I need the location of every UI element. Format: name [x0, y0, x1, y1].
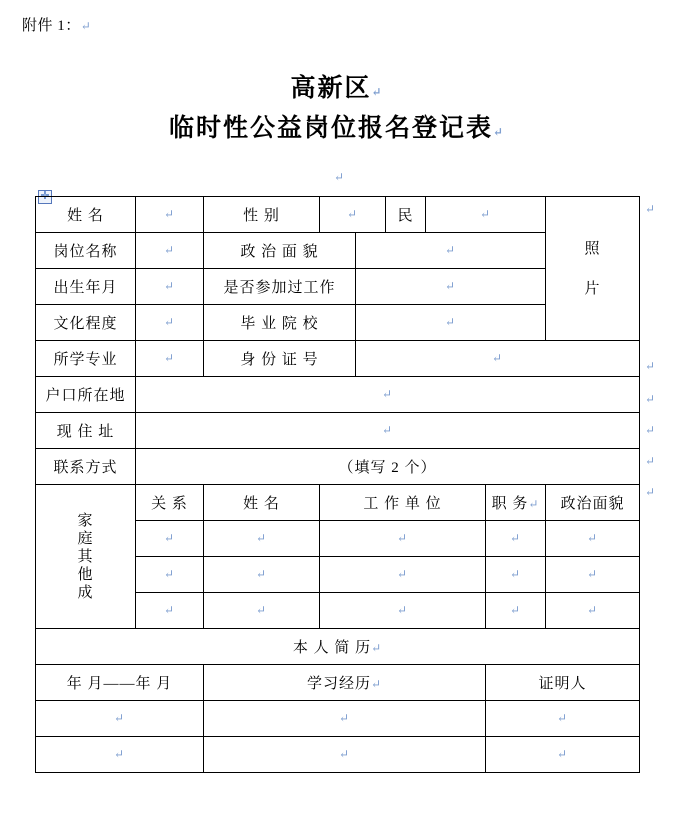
- label-political-status: 政 治 面 貌: [204, 233, 356, 269]
- cell-mark-icon: ↵: [370, 677, 383, 691]
- label-study-history: [204, 665, 486, 701]
- title-line2-text: 临时性公益岗位报名登记表: [168, 115, 493, 142]
- table-row: [36, 377, 640, 413]
- page-title-line2: [0, 109, 674, 152]
- cell-mark-icon: ↵: [444, 315, 457, 329]
- cell-mark-icon: ↵: [163, 567, 176, 581]
- family-label-char-1: 庭: [77, 530, 94, 547]
- label-period: 年 月——年 月: [36, 665, 204, 701]
- cell-mark-icon: ↵: [371, 641, 383, 655]
- label-education: 文化程度: [36, 305, 136, 341]
- label-work-unit: 工 作 单 位: [320, 485, 486, 521]
- family-row-0-duty[interactable]: [486, 521, 546, 557]
- paragraph-mark-icon: ↵: [334, 170, 345, 184]
- cell-mark-icon: ↵: [556, 711, 569, 725]
- value-contact[interactable]: [136, 449, 640, 485]
- label-contact: 联系方式: [36, 449, 136, 485]
- table-row: [36, 701, 640, 737]
- attachment-label: [22, 14, 91, 35]
- family-row-1-political[interactable]: [546, 557, 640, 593]
- resume-row-0-study[interactable]: [204, 701, 486, 737]
- family-row-1-relation[interactable]: [136, 557, 204, 593]
- cell-mark-icon: ↵: [586, 603, 599, 617]
- table-move-handle-icon[interactable]: ✛: [38, 190, 52, 204]
- paragraph-mark-icon: ↵: [492, 125, 506, 139]
- family-row-2-political[interactable]: [546, 593, 640, 629]
- label-duty-text: 职 务: [491, 496, 529, 512]
- cell-mark-icon: ↵: [346, 207, 359, 221]
- family-row-1-name[interactable]: [204, 557, 320, 593]
- paragraph-mark-icon: ↵: [371, 85, 384, 99]
- contact-note: （填写 2 个）: [338, 460, 437, 476]
- cell-mark-icon: ↵: [163, 243, 176, 257]
- label-family-members: [36, 485, 136, 629]
- value-nation[interactable]: [426, 197, 546, 233]
- resume-row-0-period[interactable]: [36, 701, 204, 737]
- value-post-name[interactable]: [136, 233, 204, 269]
- cell-mark-icon: ↵: [163, 531, 176, 545]
- cell-mark-icon: ↵: [396, 567, 409, 581]
- cell-mark-icon: ↵: [113, 711, 126, 725]
- label-name: 姓 名: [36, 197, 136, 233]
- label-study-history-text: 学习经历: [306, 676, 371, 692]
- label-nation: 民: [386, 197, 426, 233]
- value-name[interactable]: [136, 197, 204, 233]
- section-header-resume-text: 本 人 简 历: [292, 640, 372, 656]
- resume-row-0-witness[interactable]: [486, 701, 640, 737]
- cell-mark-icon: ↵: [509, 567, 522, 581]
- value-id-number[interactable]: [356, 341, 640, 377]
- label-family-name: 姓 名: [204, 485, 320, 521]
- family-label-char-4: 成: [77, 584, 94, 601]
- label-witness: 证明人: [486, 665, 640, 701]
- family-label-char-2: 其: [77, 548, 94, 565]
- value-household[interactable]: [136, 377, 640, 413]
- value-worked-before[interactable]: [356, 269, 546, 305]
- family-row-0-name[interactable]: [204, 521, 320, 557]
- label-id-number: 身 份 证 号: [204, 341, 356, 377]
- cell-mark-icon: ↵: [396, 603, 409, 617]
- label-major: 所学专业: [36, 341, 136, 377]
- cell-mark-icon: ↵: [556, 747, 569, 761]
- family-label-char-0: 家: [77, 512, 94, 529]
- attachment-label-text: 附件 1：: [22, 18, 81, 34]
- paragraph-mark-icon: ↵: [645, 392, 656, 406]
- photo-placeholder[interactable]: [546, 197, 640, 341]
- cell-mark-icon: ↵: [255, 603, 268, 617]
- paragraph-mark-icon: ↵: [645, 485, 656, 499]
- document-title: [0, 72, 674, 152]
- cell-mark-icon: ↵: [338, 711, 351, 725]
- table-row: [36, 341, 640, 377]
- line-end-marks: [645, 196, 665, 500]
- label-gender: 性 别: [204, 197, 320, 233]
- value-birth-date[interactable]: [136, 269, 204, 305]
- title-line1-text: 高新区: [290, 75, 372, 102]
- family-row-2-duty[interactable]: [486, 593, 546, 629]
- cell-mark-icon: ↵: [479, 207, 492, 221]
- photo-label-line2: 片: [584, 280, 601, 297]
- paragraph-mark-icon: ↵: [645, 423, 656, 437]
- cell-mark-icon: ↵: [444, 279, 457, 293]
- cell-mark-icon: ↵: [509, 531, 522, 545]
- cell-mark-icon: ↵: [338, 747, 351, 761]
- cell-mark-icon: ↵: [163, 603, 176, 617]
- paragraph-mark-icon: ↵: [80, 19, 92, 33]
- cell-mark-icon: ↵: [163, 351, 176, 365]
- family-row-2-name[interactable]: [204, 593, 320, 629]
- table-row: [36, 413, 640, 449]
- cell-mark-icon: ↵: [163, 315, 176, 329]
- cell-mark-icon: ↵: [509, 603, 522, 617]
- cell-mark-icon: ↵: [444, 243, 457, 257]
- paragraph-mark-icon: ↵: [645, 202, 656, 216]
- value-gender[interactable]: [320, 197, 386, 233]
- label-family-political: 政治面貌: [546, 485, 640, 521]
- family-row-0-political[interactable]: [546, 521, 640, 557]
- table-row: [36, 629, 640, 665]
- table-row: [36, 449, 640, 485]
- value-address[interactable]: [136, 413, 640, 449]
- photo-label-line1: 照: [584, 240, 601, 257]
- label-birth-date: 出生年月: [36, 269, 136, 305]
- label-worked-before: 是否参加过工作: [204, 269, 356, 305]
- resume-row-1-period[interactable]: [36, 737, 204, 773]
- family-label-char-3: 他: [77, 566, 94, 583]
- cell-mark-icon: ↵: [381, 387, 394, 401]
- registration-form-table: [35, 196, 640, 773]
- cell-mark-icon: ↵: [163, 279, 176, 293]
- family-row-2-unit[interactable]: [320, 593, 486, 629]
- label-school: 毕 业 院 校: [204, 305, 356, 341]
- table-row: [36, 485, 640, 521]
- family-row-0-relation[interactable]: [136, 521, 204, 557]
- value-political-status[interactable]: [356, 233, 546, 269]
- value-school[interactable]: [356, 305, 546, 341]
- label-household: 户口所在地: [36, 377, 136, 413]
- label-address: 现 住 址: [36, 413, 136, 449]
- cell-mark-icon: ↵: [255, 531, 268, 545]
- cell-mark-icon: ↵: [255, 567, 268, 581]
- cell-mark-icon: ↵: [396, 531, 409, 545]
- label-duty: [486, 485, 546, 521]
- family-row-1-unit[interactable]: [320, 557, 486, 593]
- label-relation: 关 系: [136, 485, 204, 521]
- cell-mark-icon: ↵: [586, 567, 599, 581]
- page-title-line1: [0, 72, 674, 109]
- cell-mark-icon: ↵: [163, 207, 176, 221]
- paragraph-mark-icon: ↵: [645, 359, 656, 373]
- table-row: [36, 197, 640, 233]
- cell-mark-icon: ↵: [381, 423, 394, 437]
- paragraph-mark-icon: ↵: [645, 454, 656, 468]
- family-row-0-unit[interactable]: [320, 521, 486, 557]
- cell-mark-icon: ↵: [491, 351, 504, 365]
- resume-row-1-witness[interactable]: [486, 737, 640, 773]
- resume-row-1-study[interactable]: [204, 737, 486, 773]
- section-header-resume: [36, 629, 640, 665]
- family-row-1-duty[interactable]: [486, 557, 546, 593]
- cell-mark-icon: ↵: [586, 531, 599, 545]
- label-post-name: 岗位名称: [36, 233, 136, 269]
- cell-mark-icon: ↵: [113, 747, 126, 761]
- cell-mark-icon: ↵: [528, 497, 540, 511]
- value-major[interactable]: [136, 341, 204, 377]
- value-education[interactable]: [136, 305, 204, 341]
- table-row: [36, 737, 640, 773]
- table-row: [36, 665, 640, 701]
- family-row-2-relation[interactable]: [136, 593, 204, 629]
